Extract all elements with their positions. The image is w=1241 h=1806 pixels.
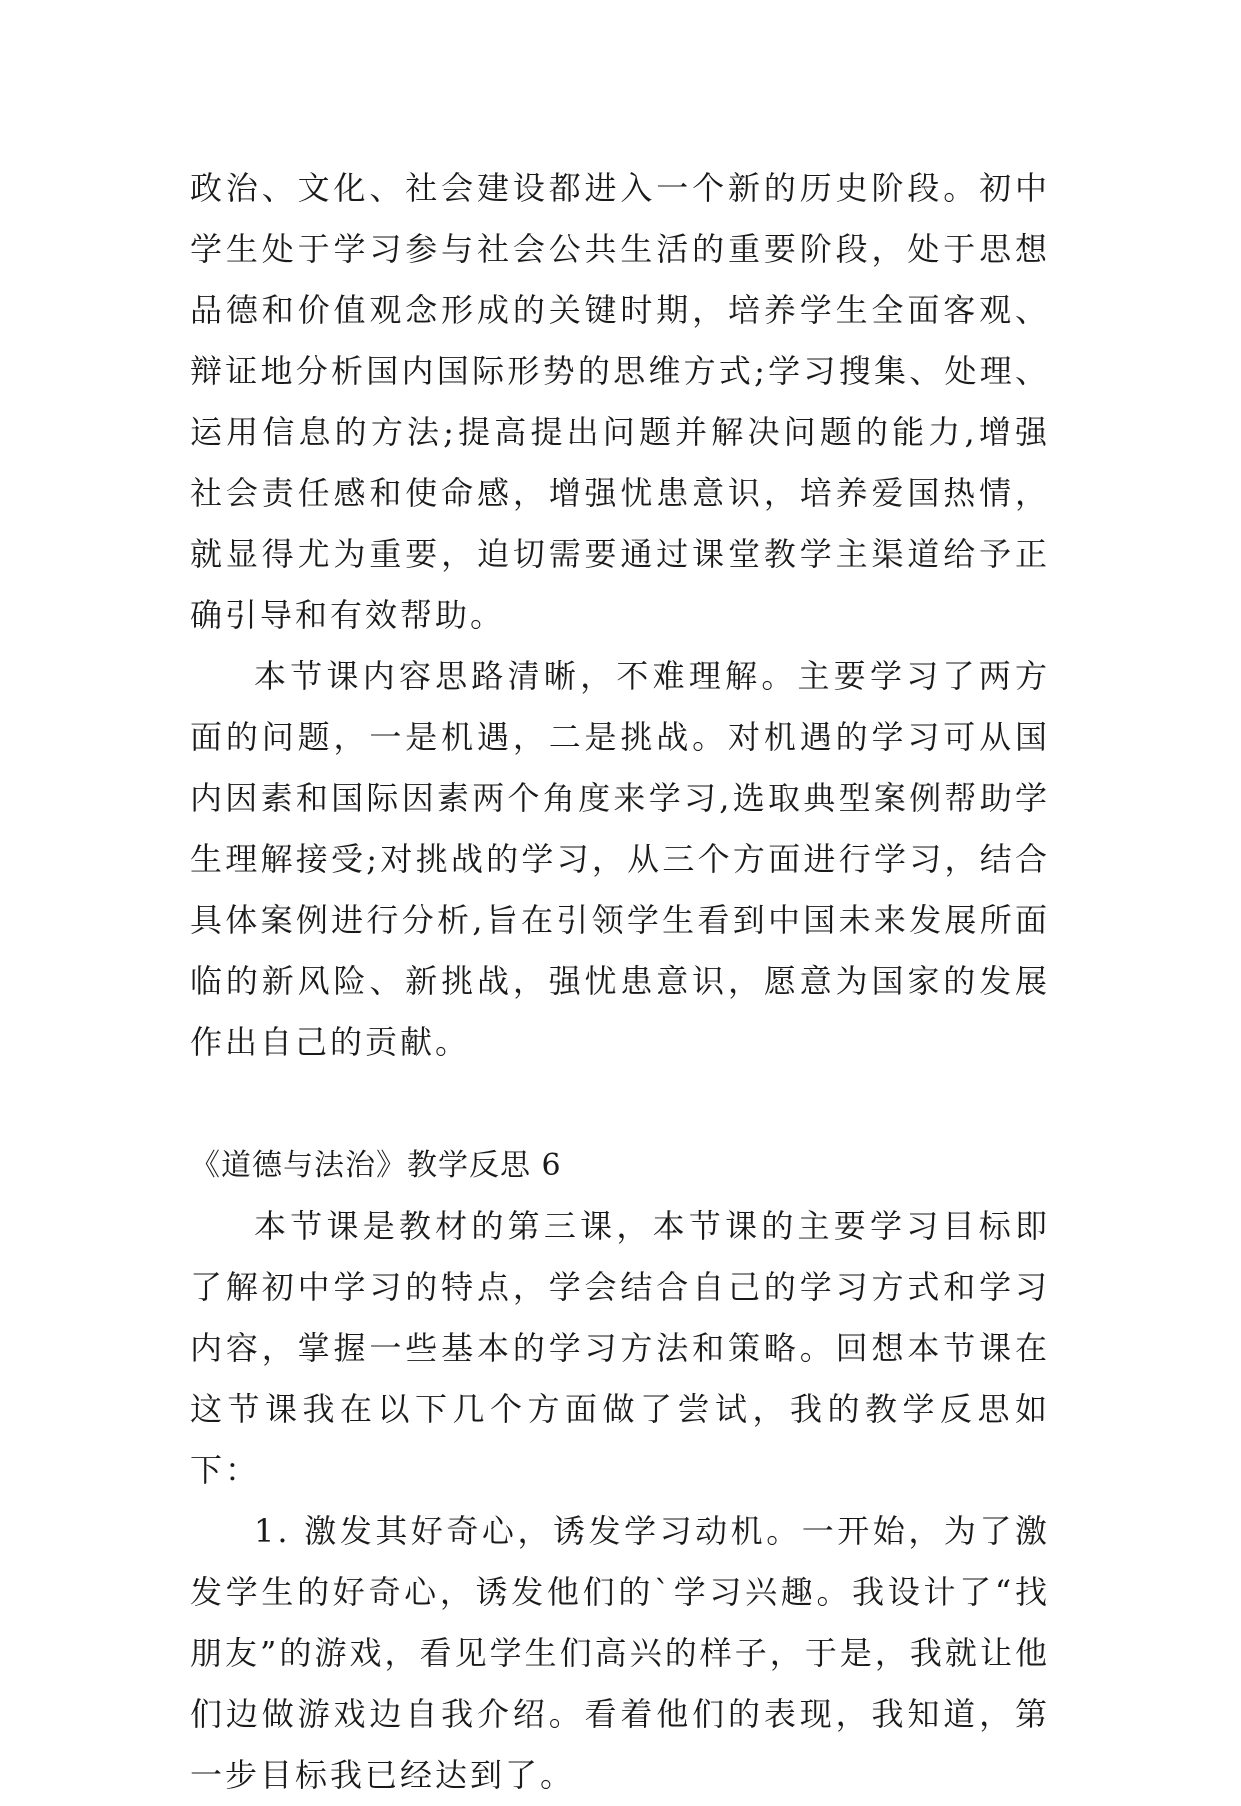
paragraph-1: 政治、文化、社会建设都进入一个新的历史阶段。初中学生处于学习参与社会公共生活的重要阶段，处于思想品德和价值观念形成的关键时期，培养学生全面客观、辩证地分析国内国际形势的思维方式;学习搜集、处理、运用信息的方法;提高提出问题并解决问题的能力,增强社会责任感和使命感，增强忧患意识，培养爱国热情，就显得尤为重要，迫切需要通过课堂教学主渠道给予正确引导和有效帮助。 [190,169,1050,634]
paragraph-4: 1. 激发其好奇心，诱发学习动机。一开始，为了激发学生的好奇心，诱发他们的`学习兴趣。我设计了“找朋友”的游戏，看见学生们高兴的样子，于是，我就让他们边做游戏边自我介绍。看着他们的表现，我知道，第一步目标我已经达到了。 [190,1512,1050,1794]
section-gap [190,1073,1050,1135]
paragraph-2: 本节课内容思路清晰，不难理解。主要学习了两方面的问题，一是机遇，二是挑战。对机遇的学习可从国内因素和国际因素两个角度来学习,选取典型案例帮助学生理解接受;对挑战的学习，从三个方面进行学习，结合具体案例进行分析,旨在引领学生看到中国未来发展所面临的新风险、新挑战，强忧患意识，愿意为国家的发展作出自己的贡献。 [190,657,1050,1061]
document-body [190,158,1050,1806]
section-heading: 《道德与法治》教学反思 6 [190,1148,562,1183]
paragraph-3: 本节课是教材的第三课，本节课的主要学习目标即了解初中学习的特点，学会结合自己的学习方式和学习内容，掌握一些基本的学习方法和策略。回想本节课在这节课我在以下几个方面做了尝试，我的教学反思如下： [190,1207,1050,1489]
